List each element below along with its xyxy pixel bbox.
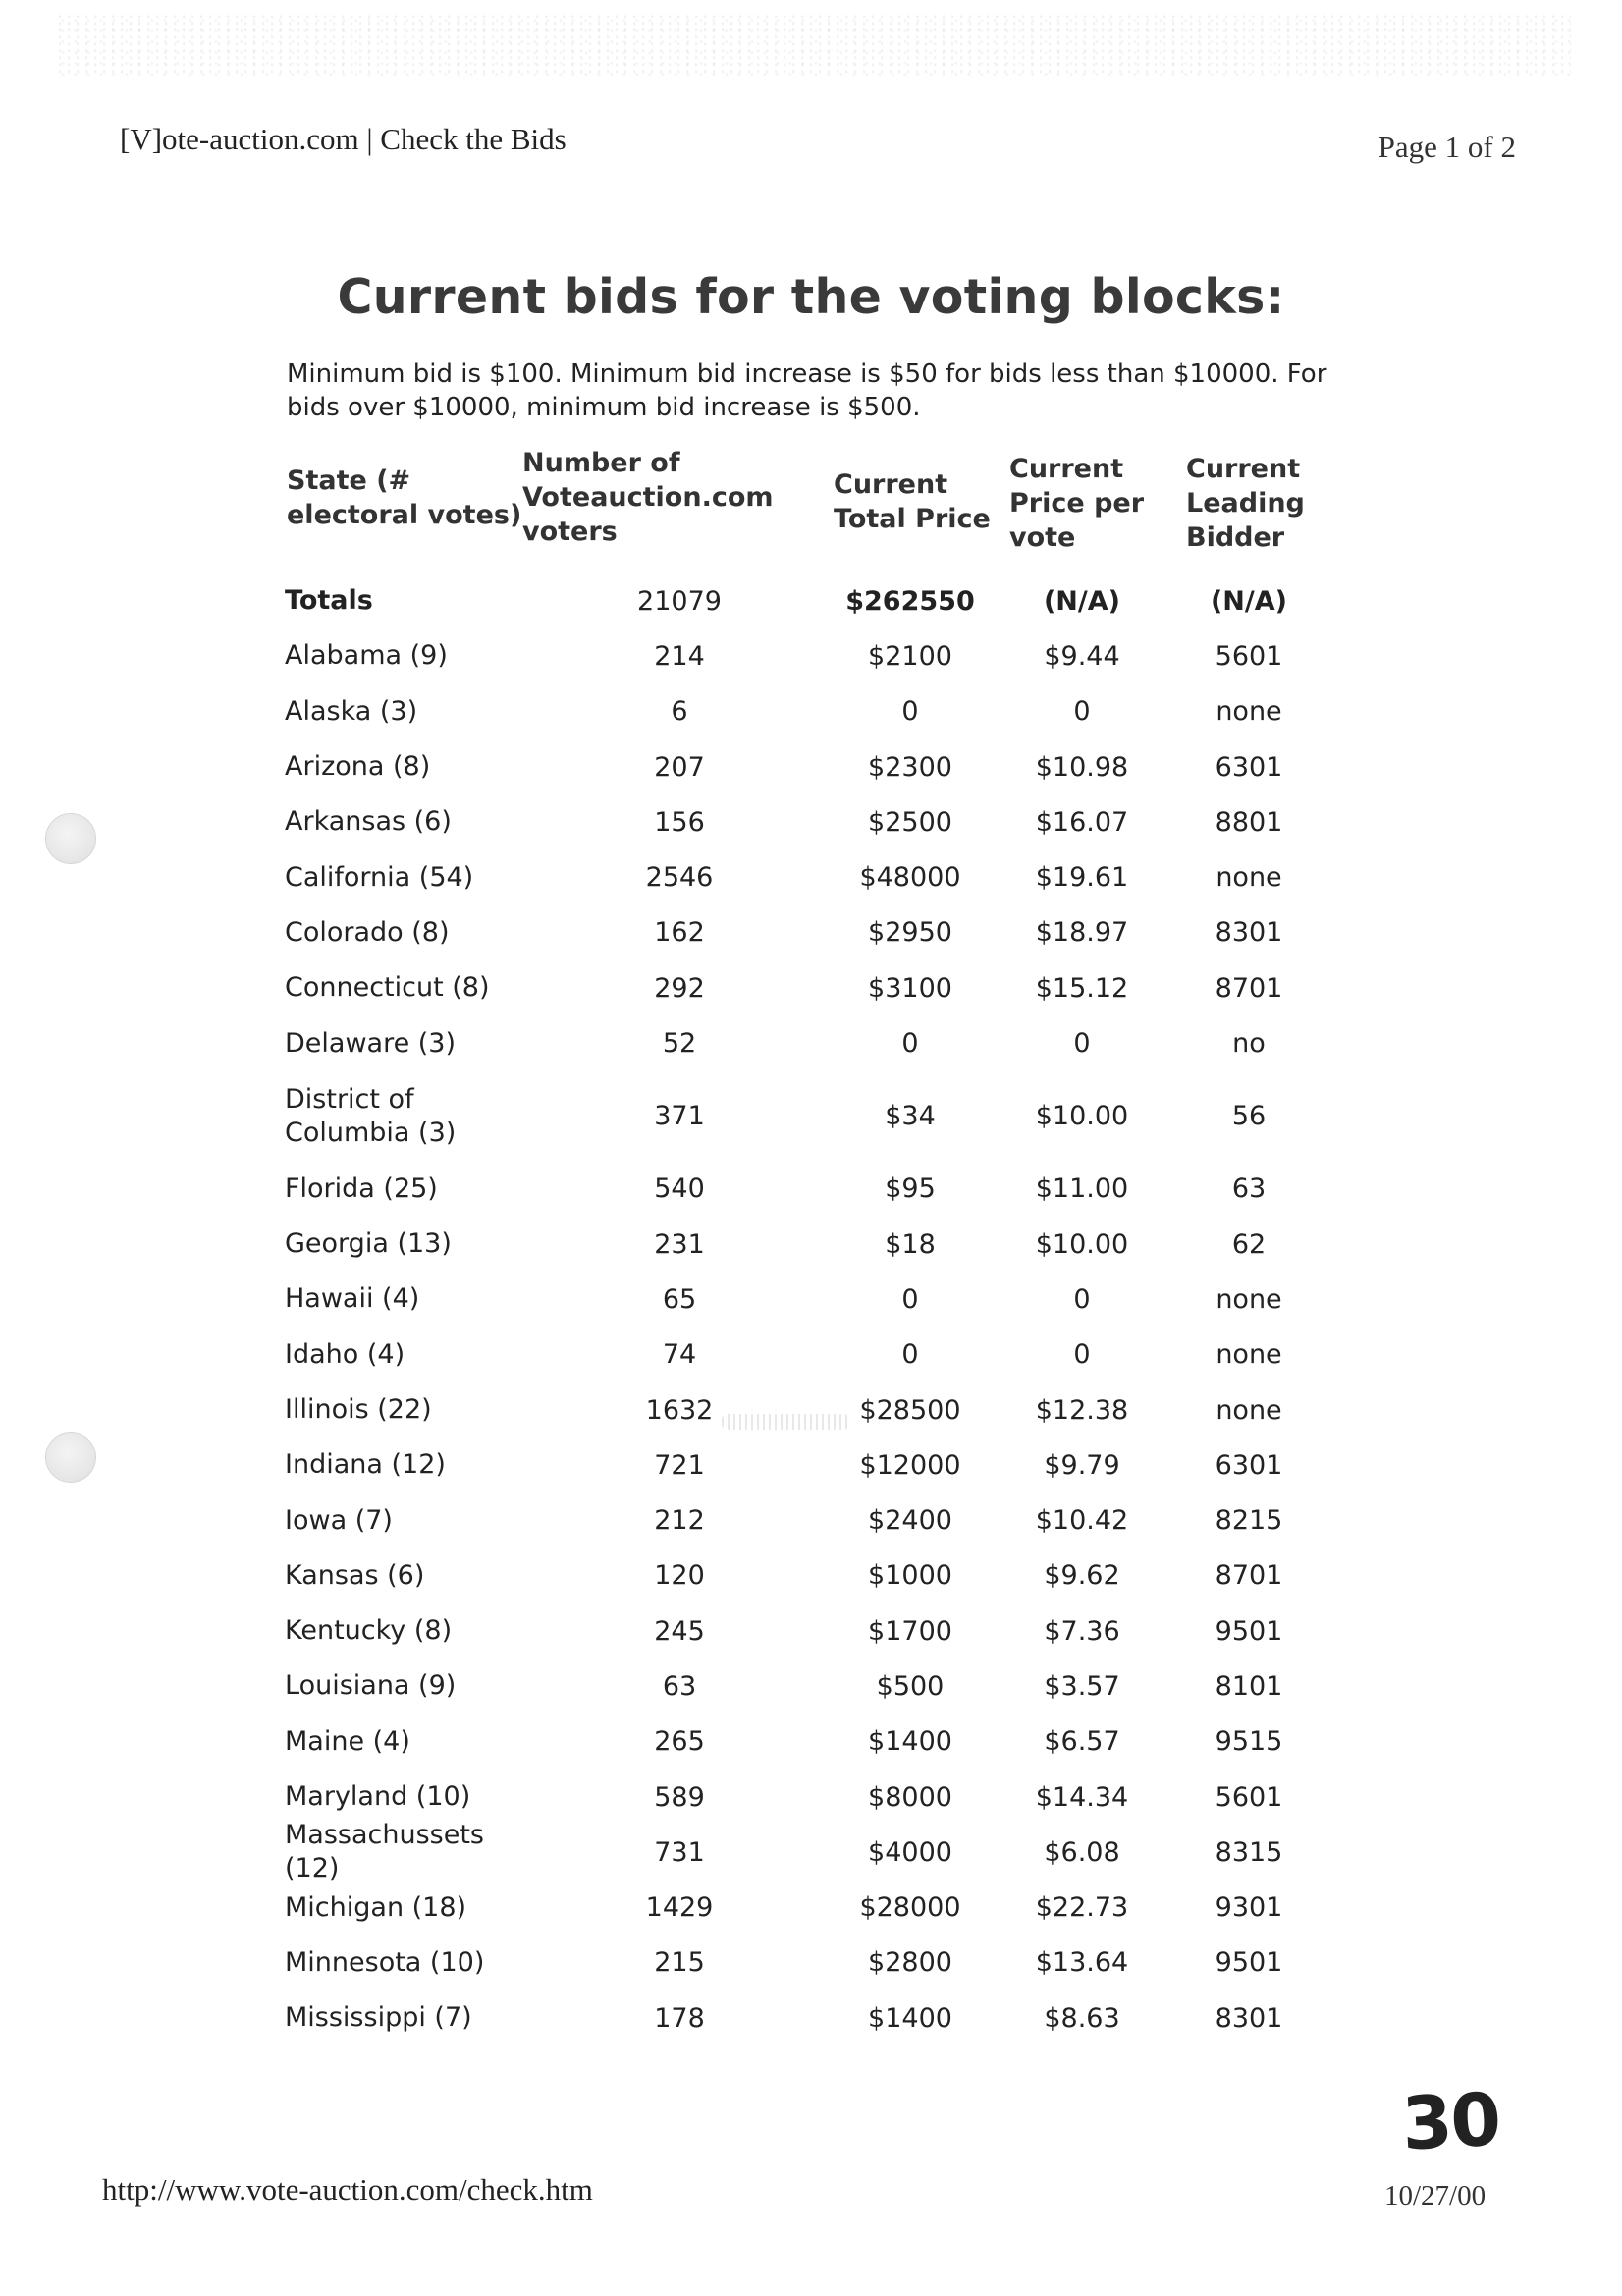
cell-state: Idaho (4) [285, 1339, 406, 1370]
cell-state: Alaska (3) [285, 695, 418, 727]
table-header [277, 446, 1357, 574]
table-row [277, 1936, 1357, 1991]
cell-bidder: 5601 [1215, 640, 1283, 672]
cell-state: Florida (25) [285, 1173, 438, 1204]
punch-hole [45, 813, 96, 864]
cell-state: Illinois (22) [285, 1394, 432, 1425]
table-row [277, 1604, 1357, 1659]
cell-total: $500 [876, 1670, 945, 1702]
cell-voters: 214 [654, 640, 705, 672]
table-row [277, 1493, 1357, 1548]
cell-ppv: $3.57 [1044, 1670, 1120, 1702]
cell-ppv: $22.73 [1035, 1892, 1129, 1924]
table-row [277, 1071, 1357, 1162]
cell-bidder: 8315 [1215, 1836, 1283, 1868]
cell-state: Maryland (10) [285, 1781, 471, 1813]
cell-ppv: 0 [1073, 1028, 1091, 1060]
cell-bidder: 6301 [1215, 751, 1283, 783]
bids-table [277, 446, 1357, 2046]
cell-voters: 207 [654, 751, 705, 783]
cell-ppv: $9.44 [1044, 640, 1120, 672]
table-row [277, 1217, 1357, 1272]
cell-voters: 178 [654, 2002, 705, 2034]
totals-price-per-vote: (N/A) [1043, 585, 1121, 617]
page-indicator: Page 1 of 2 [1378, 130, 1516, 164]
cell-state: Maine (4) [285, 1725, 410, 1757]
cell-voters: 65 [662, 1284, 697, 1315]
cell-ppv: $9.62 [1044, 1560, 1120, 1592]
cell-total: $2800 [868, 1947, 952, 1979]
column-header-price-per-vote: Current Price per vote [1009, 454, 1145, 553]
cell-voters: 212 [654, 1505, 705, 1537]
table-body [277, 629, 1357, 2046]
totals-leading-bidder: (N/A) [1210, 585, 1288, 617]
cell-ppv: $15.12 [1035, 972, 1129, 1004]
footer-url: http://www.vote-auction.com/check.htm [102, 2172, 593, 2207]
table-row [277, 1659, 1357, 1714]
cell-bidder: 9501 [1215, 1947, 1283, 1979]
table-row [277, 1770, 1357, 1825]
cell-total: $1700 [868, 1615, 952, 1647]
cell-voters: 1429 [645, 1892, 714, 1924]
cell-state: Louisiana (9) [285, 1670, 457, 1702]
cell-voters: 231 [654, 1229, 705, 1260]
cell-total: $2400 [868, 1505, 952, 1537]
table-row [277, 1549, 1357, 1604]
totals-label: Totals [285, 585, 373, 617]
cell-voters: 74 [662, 1339, 697, 1371]
table-row [277, 960, 1357, 1015]
cell-bidder: 8101 [1215, 1670, 1283, 1702]
cell-ppv: $19.61 [1035, 862, 1129, 894]
cell-voters: 120 [654, 1560, 705, 1592]
cell-bidder: 9501 [1215, 1615, 1283, 1647]
cell-bidder: 9515 [1215, 1726, 1283, 1758]
cell-total: 0 [901, 1339, 919, 1371]
cell-state: Kansas (6) [285, 1559, 425, 1591]
cell-voters: 1632 [645, 1394, 714, 1426]
cell-ppv: $14.34 [1035, 1781, 1129, 1813]
cell-bidder: 8215 [1215, 1505, 1283, 1537]
table-row [277, 794, 1357, 849]
cell-ppv: $8.63 [1044, 2002, 1120, 2034]
table-row [277, 684, 1357, 739]
cell-total: $2500 [868, 806, 952, 838]
cell-bidder: none [1216, 696, 1282, 728]
cell-bidder: 9301 [1215, 1892, 1283, 1924]
column-header-leading-bidder: Current Leading Bidder [1186, 454, 1305, 553]
cell-voters: 731 [654, 1836, 705, 1868]
cell-voters: 52 [662, 1028, 697, 1060]
cell-voters: 162 [654, 917, 705, 949]
table-row [277, 1991, 1357, 2046]
cell-state: Arizona (8) [285, 751, 431, 783]
cell-total: $2300 [868, 751, 952, 783]
cell-total: $28000 [859, 1892, 961, 1924]
table-row [277, 1881, 1357, 1936]
table-row [277, 1162, 1357, 1217]
cell-total: $1400 [868, 1726, 952, 1758]
cell-total: $4000 [868, 1836, 952, 1868]
cell-bidder: 8301 [1215, 917, 1283, 949]
page-title: Current bids for the voting blocks: [337, 269, 1285, 325]
cell-total: $2100 [868, 640, 952, 672]
cell-total: $28500 [859, 1394, 961, 1426]
cell-state: Kentucky (8) [285, 1615, 453, 1647]
column-header-state: State (# electoral votes) [287, 465, 522, 530]
cell-state: Minnesota (10) [285, 1946, 485, 1978]
handwritten-page-number: 30 [1399, 2077, 1502, 2167]
cell-bidder: none [1216, 862, 1282, 894]
cell-total: $95 [885, 1174, 936, 1205]
cell-ppv: $10.00 [1035, 1229, 1129, 1260]
cell-total: $1400 [868, 2002, 952, 2034]
cell-bidder: 5601 [1215, 1781, 1283, 1813]
cell-state: Michigan (18) [285, 1891, 467, 1923]
cell-state: Hawaii (4) [285, 1284, 420, 1315]
cell-voters: 540 [654, 1174, 705, 1205]
scan-artifact [59, 14, 1571, 77]
cell-total: 0 [901, 1284, 919, 1315]
cell-voters: 265 [654, 1726, 705, 1758]
cell-state: Alabama (9) [285, 640, 448, 672]
table-row [277, 1015, 1357, 1070]
totals-voters: 21079 [637, 585, 722, 617]
cell-bidder: 62 [1231, 1229, 1267, 1260]
cell-ppv: 0 [1073, 1339, 1091, 1371]
cell-voters: 589 [654, 1781, 705, 1813]
table-row [277, 1715, 1357, 1770]
cell-ppv: $16.07 [1035, 806, 1129, 838]
cell-voters: 721 [654, 1449, 705, 1481]
cell-bidder: 56 [1231, 1101, 1267, 1132]
column-header-total-price: Current Total Price [834, 469, 991, 534]
intro-text: Minimum bid is $100. Minimum bid increase is $50 for bids less than $10000. For bids over $10000, minimum bid increase is $500. [287, 359, 1327, 422]
cell-voters: 2546 [645, 862, 714, 894]
cell-ppv: $12.38 [1035, 1394, 1129, 1426]
site-title: [V]ote-auction.com | Check the Bids [120, 122, 567, 156]
cell-state: Colorado (8) [285, 916, 450, 948]
totals-total-price: $262550 [845, 585, 975, 617]
cell-ppv: 0 [1073, 696, 1091, 728]
cell-ppv: $10.98 [1035, 751, 1129, 783]
cell-total: $2950 [868, 917, 952, 949]
cell-state: Delaware (3) [285, 1027, 457, 1059]
cell-voters: 245 [654, 1615, 705, 1647]
cell-state: Iowa (7) [285, 1504, 393, 1536]
cell-voters: 63 [662, 1670, 697, 1702]
cell-voters: 156 [654, 806, 705, 838]
cell-total: $12000 [859, 1449, 961, 1481]
table-row [277, 1328, 1357, 1383]
cell-ppv: $6.57 [1044, 1726, 1120, 1758]
cell-ppv: $11.00 [1035, 1174, 1129, 1205]
cell-total: 0 [901, 696, 919, 728]
table-row [277, 1272, 1357, 1327]
cell-total: $34 [885, 1101, 936, 1132]
cell-ppv: 0 [1073, 1284, 1091, 1315]
cell-state: District of Columbia (3) [285, 1083, 457, 1148]
cell-voters: 215 [654, 1947, 705, 1979]
cell-state: California (54) [285, 861, 474, 893]
table-row [277, 1438, 1357, 1493]
punch-hole [45, 1432, 96, 1483]
cell-ppv: $9.79 [1044, 1449, 1120, 1481]
cell-state: Massachussets (12) [285, 1820, 484, 1885]
cell-bidder: 6301 [1215, 1449, 1283, 1481]
table-row [277, 905, 1357, 960]
cell-total: $18 [885, 1229, 936, 1260]
cell-bidder: none [1216, 1284, 1282, 1315]
cell-state: Connecticut (8) [285, 972, 490, 1004]
cell-bidder: 8801 [1215, 806, 1283, 838]
cell-ppv: $6.08 [1044, 1836, 1120, 1868]
cell-ppv: $13.64 [1035, 1947, 1129, 1979]
cell-voters: 6 [671, 696, 688, 728]
cell-bidder: no [1232, 1028, 1266, 1060]
cell-total: $1000 [868, 1560, 952, 1592]
cell-bidder: none [1216, 1339, 1282, 1371]
cell-total: $3100 [868, 972, 952, 1004]
table-row [277, 1383, 1357, 1438]
cell-bidder: 8301 [1215, 2002, 1283, 2034]
cell-ppv: $18.97 [1035, 917, 1129, 949]
cell-ppv: $7.36 [1044, 1615, 1120, 1647]
cell-total: $48000 [859, 862, 961, 894]
cell-bidder: 8701 [1215, 1560, 1283, 1592]
cell-bidder: none [1216, 1394, 1282, 1426]
cell-voters: 371 [654, 1101, 705, 1132]
table-row [277, 629, 1357, 683]
cell-bidder: 8701 [1215, 972, 1283, 1004]
cell-voters: 292 [654, 972, 705, 1004]
cell-state: Georgia (13) [285, 1229, 452, 1260]
cell-state: Arkansas (6) [285, 806, 452, 838]
cell-ppv: $10.42 [1035, 1505, 1129, 1537]
table-row [277, 739, 1357, 794]
footer-date: 10/27/00 [1384, 2180, 1487, 2212]
cell-total: 0 [901, 1028, 919, 1060]
cell-state: Indiana (12) [285, 1449, 446, 1481]
cell-bidder: 63 [1231, 1174, 1267, 1205]
cell-ppv: $10.00 [1035, 1101, 1129, 1132]
table-row [277, 1820, 1357, 1885]
table-row [277, 849, 1357, 904]
column-header-voters: Number of Voteauction.com voters [522, 448, 774, 547]
cell-total: $8000 [868, 1781, 952, 1813]
cell-state: Mississippi (7) [285, 2002, 472, 2034]
totals-row [277, 574, 1357, 629]
